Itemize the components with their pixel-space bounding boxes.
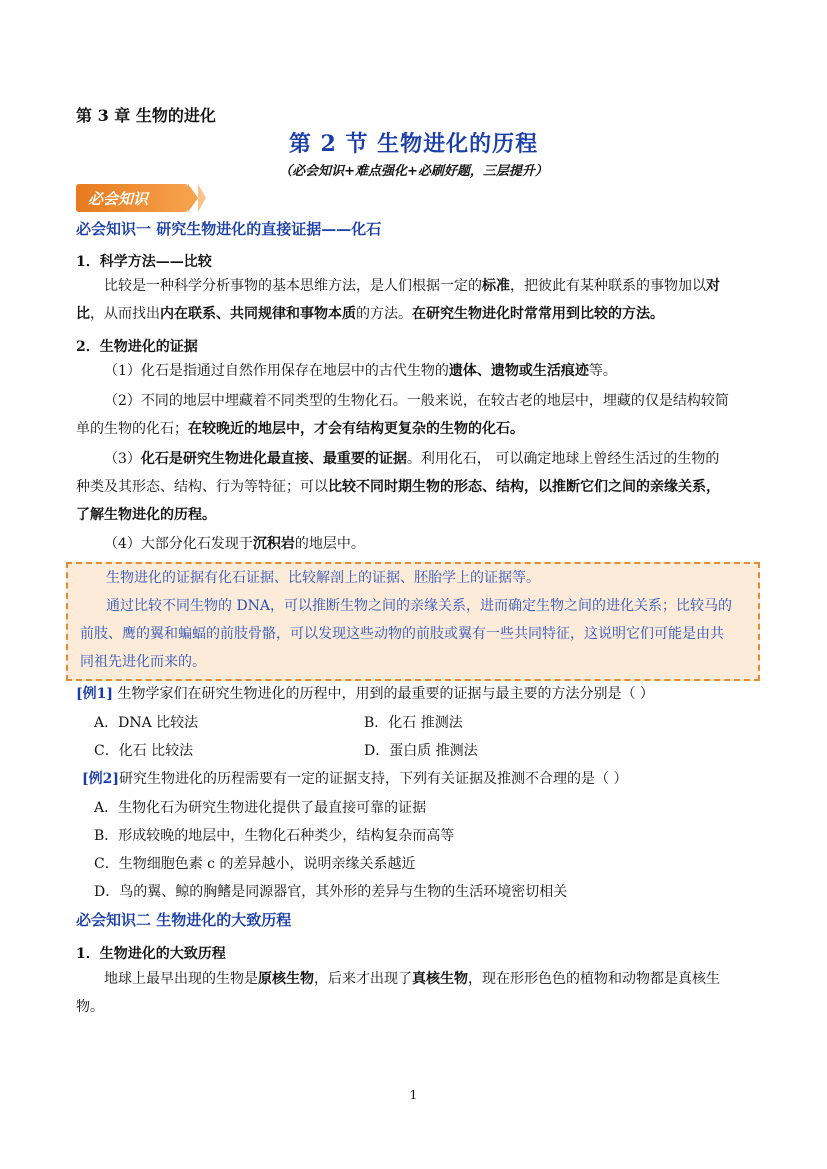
- example2-option-a: A．生物化石为研究生物进化提供了最直接可靠的证据: [94, 800, 427, 816]
- section1-heading: 必会知识一 研究生物进化的直接证据——化石: [76, 220, 382, 238]
- section2-item1-title: 1．生物进化的大致历程: [76, 946, 226, 962]
- text-run: 等。: [588, 363, 617, 379]
- text-bold: 遗体、遗物或生活痕迹: [448, 363, 589, 379]
- example1-label: [例1]: [76, 686, 113, 702]
- section1-item2-title: 2．生物进化的证据: [76, 339, 198, 355]
- text-run: 。利用化石， 可以确定地球上曾经生活过的生物的: [406, 451, 720, 467]
- evidence-3-line3: [76, 501, 752, 529]
- text-bold: 原核生物: [258, 971, 314, 987]
- text-run: 地球上最早出现的生物是: [104, 971, 258, 987]
- text-run: 的地层中。: [294, 536, 365, 552]
- question-text: 生物学家们在研究生物进化的历程中，用到的最重要的证据与最主要的方法分别是（ ）: [113, 686, 654, 702]
- example1-option-d: D．蛋白质 推测法: [364, 743, 478, 759]
- chapter-heading: 第 3 章 生物的进化: [76, 106, 216, 125]
- text-run: ，后来才出现了: [314, 971, 412, 987]
- evidence-2-line2: [76, 415, 752, 443]
- text-run: （3）: [104, 451, 141, 467]
- tip-line-3: 前肢、鹰的翼和蝙蝠的前肢骨骼，可以发现这些动物的前肢或翼有一些共同特征，这说明它们可能是由共: [80, 626, 724, 642]
- example2-question: [82, 768, 627, 788]
- chevron-right-icon: [198, 184, 206, 212]
- tip-line-4: 同祖先进化而来的。: [80, 654, 206, 670]
- example1-option-b: B．化石 推测法: [364, 715, 463, 731]
- text-bold: 标准: [482, 278, 510, 294]
- text-run: 的方法。: [356, 306, 412, 322]
- section-badge: [76, 184, 206, 212]
- text-bold: 内在联系、共同规律和事物本质: [160, 306, 356, 322]
- page-title: 第 2 节 生物进化的历程: [288, 131, 539, 157]
- evidence-3-line1: [76, 445, 752, 473]
- text-bold: 了解生物进化的历程。: [76, 507, 216, 523]
- text-run: 种类及其形态、结构、行为等特征；可以: [76, 479, 328, 495]
- text-bold: 化石是研究生物进化最直接、最重要的证据: [140, 451, 407, 467]
- section1-item1-para: [76, 272, 752, 300]
- evidence-4: [76, 530, 752, 558]
- section1-item1-title: 1．科学方法——比较: [76, 254, 212, 270]
- section1-item1-para2: [76, 300, 752, 328]
- text-run: 比较是一种科学分析事物的基本思维方法，是人们根据一定的: [104, 278, 482, 294]
- evidence-3-line2: [76, 473, 752, 501]
- example2-option-d: D．鸟的翼、鲸的胸鳍是同源器官，其外形的差异与生物的生活环境密切相关: [94, 884, 568, 900]
- example1-option-c: C．化石 比较法: [94, 743, 194, 759]
- badge-label: 必会知识: [88, 190, 149, 208]
- example2-option-c: C．生物细胞色素 c 的差异越小，说明亲缘关系越近: [94, 856, 416, 872]
- evidence-2-line1: （2）不同的地层中埋藏着不同类型的生物化石。一般来说，在较古老的地层中，埋藏的仅是结构较简: [104, 393, 729, 409]
- text-bold: 在较晚近的地层中，才会有结构更复杂的生物的化石。: [188, 421, 524, 437]
- text-run: （4）大部分化石发现于: [104, 536, 253, 552]
- example1-question: [76, 683, 654, 703]
- text-run: ，从而找出: [90, 306, 160, 322]
- chevron-right-icon: [188, 184, 198, 212]
- text-bold: 沉积岩: [252, 536, 295, 552]
- tip-line-2: 通过比较不同生物的 DNA，可以推断生物之间的亲缘关系，进而确定生物之间的进化关系；比较马的: [106, 598, 733, 614]
- section2-para-line2: 物。: [76, 999, 104, 1015]
- example2-label: [例2]: [82, 771, 119, 787]
- text-bold: 比较不同时期生物的形态、结构，以推断它们之间的亲缘关系，: [328, 479, 720, 495]
- text-run: ，把彼此有某种联系的事物加以: [510, 278, 706, 294]
- text-bold: 在研究生物进化时常常用到比较的方法。: [412, 306, 664, 322]
- page-subtitle: （必会知识+难点强化+必刷好题，三层提升）: [279, 164, 548, 179]
- question-text: 研究生物进化的历程需要有一定的证据支持，下列有关证据及推测不合理的是（ ）: [119, 771, 628, 787]
- tip-box: [66, 562, 760, 681]
- text-bold: 比: [76, 306, 90, 322]
- text-bold: 对: [706, 278, 720, 294]
- page-number: 1: [409, 1088, 418, 1102]
- text-run: 单的生物的化石；: [76, 421, 188, 437]
- section2-para-line1: [76, 965, 752, 993]
- text-run: （1）化石是指通过自然作用保存在地层中的古代生物的: [104, 363, 449, 379]
- example2-option-b: B．形成较晚的地层中，生物化石种类少，结构复杂而高等: [94, 828, 455, 844]
- text-bold: 真核生物: [412, 971, 468, 987]
- example1-option-a: A．DNA 比较法: [94, 715, 199, 731]
- section2-heading: 必会知识二 生物进化的大致历程: [76, 911, 292, 929]
- evidence-1: [76, 357, 752, 385]
- tip-line-1: 生物进化的证据有化石证据、比较解剖上的证据、胚胎学上的证据等。: [106, 570, 540, 586]
- text-run: ，现在形形色色的植物和动物都是真核生: [468, 971, 720, 987]
